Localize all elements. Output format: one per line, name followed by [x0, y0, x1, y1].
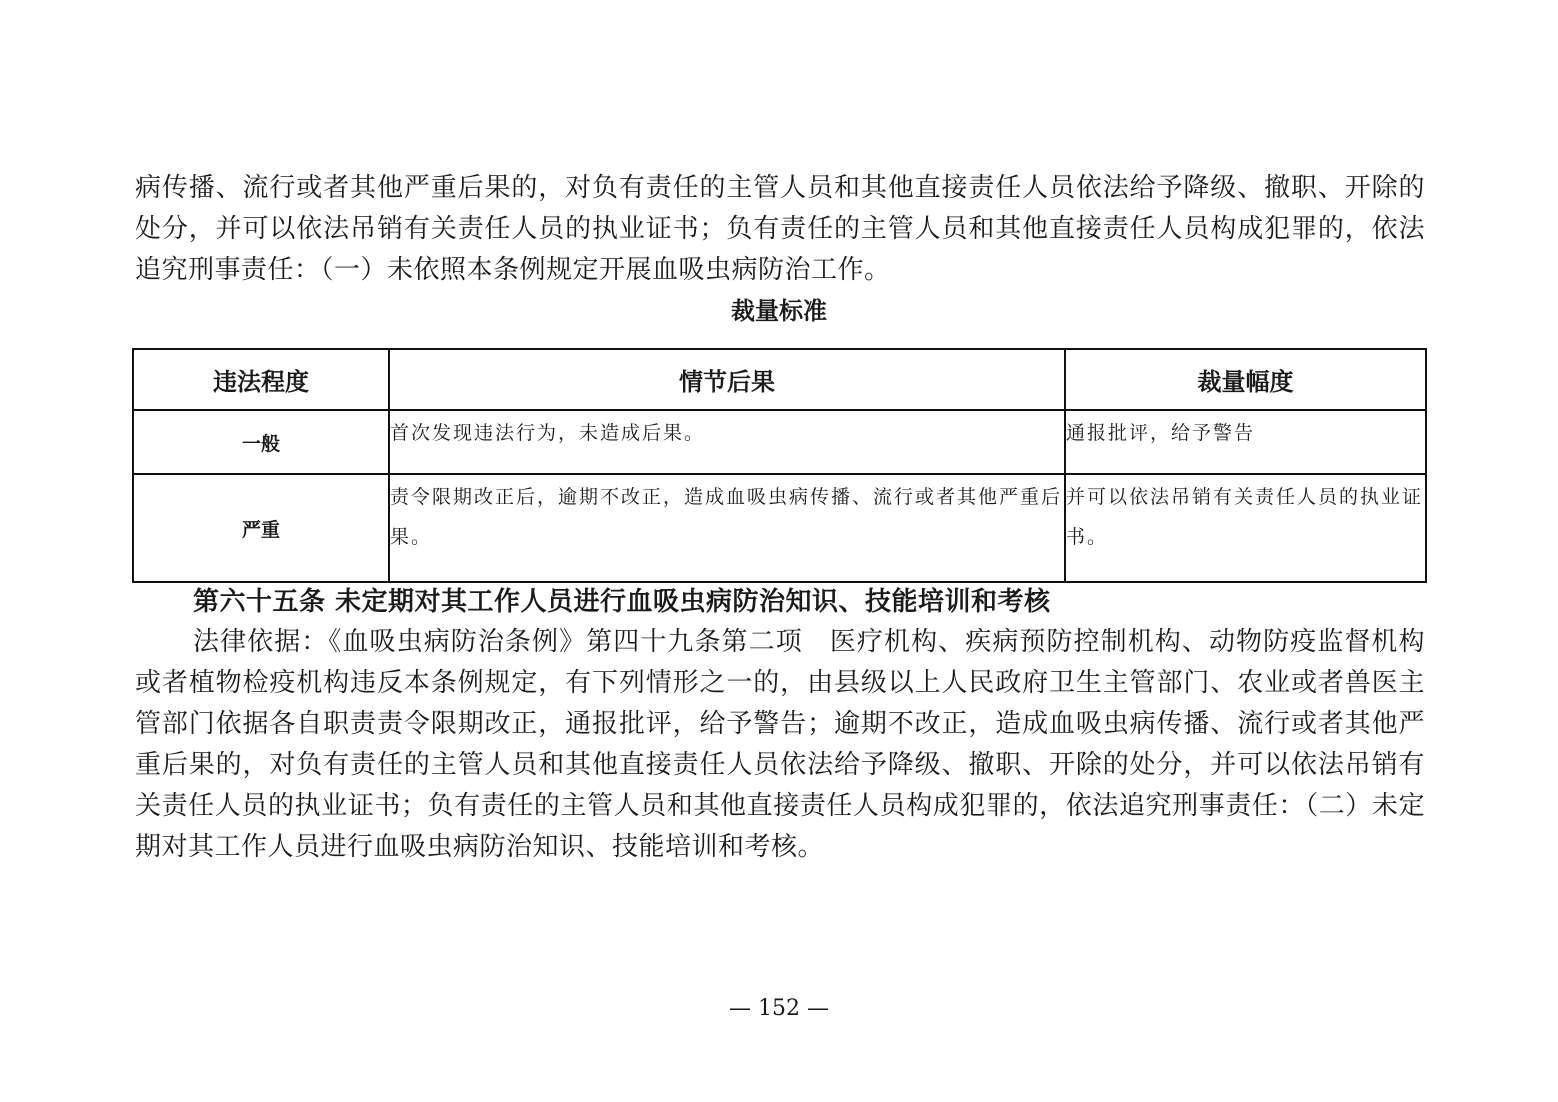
header-violation-degree: 违法程度 — [133, 349, 389, 410]
page-number: — 152 — — [729, 996, 829, 1021]
table-header-row — [133, 349, 1426, 410]
intro-paragraph: 病传播、流行或者其他严重后果的，对负有责任的主管人员和其他直接责任人员依法给予降级、撤职、开除的处分，并可以依法吊销有关责任人员的执业证书；负有责任的主管人员和其他直接责任人员构成犯罪的，依法追究刑事责任：（一）未依照本条例规定开展血吸虫病防治工作。 — [135, 173, 1425, 285]
cell-penalty: 通报批评，给予警告 — [1065, 410, 1426, 474]
table-row — [133, 474, 1426, 582]
cell-circumstance: 首次发现违法行为，未造成后果。 — [389, 410, 1065, 474]
header-circumstance: 情节后果 — [389, 349, 1065, 410]
cell-penalty: 并可以依法吊销有关责任人员的执业证书。 — [1065, 474, 1426, 582]
header-penalty-range: 裁量幅度 — [1065, 349, 1426, 410]
table-row — [133, 410, 1426, 474]
table-title: 裁量标准 — [731, 297, 827, 325]
article-heading: 第六十五条 未定期对其工作人员进行血吸虫病防治知识、技能培训和考核 — [193, 587, 1051, 617]
legal-basis-paragraph: 法律依据：《血吸虫病防治条例》第四十九条第二项 医疗机构、疾病预防控制机构、动物防疫监督机构或者植物检疫机构违反本条例规定，有下列情形之一的，由县级以上人民政府卫生主管部门、农业或者兽医主管部门依据各自职责责令限期改正，通报批评，给予警告；逾期不改正，造成血吸虫病传播、流行或者其他严重后果的，对负有责任的主管人员和其他直接责任人员依法给予降级、撤职、开除的处分，并可以依法吊销有关责任人员的执业证书；负有责任的主管人员和其他直接责任人员构成犯罪的，依法追究刑事责任：（二）未定期对其工作人员进行血吸虫病防治知识、技能培训和考核。 — [135, 627, 1425, 862]
cell-level: 严重 — [133, 474, 389, 582]
cell-circumstance: 责令限期改正后，逾期不改正，造成血吸虫病传播、流行或者其他严重后果。 — [389, 474, 1065, 582]
cell-level: 一般 — [133, 410, 389, 474]
discretion-standard-table — [132, 348, 1427, 583]
